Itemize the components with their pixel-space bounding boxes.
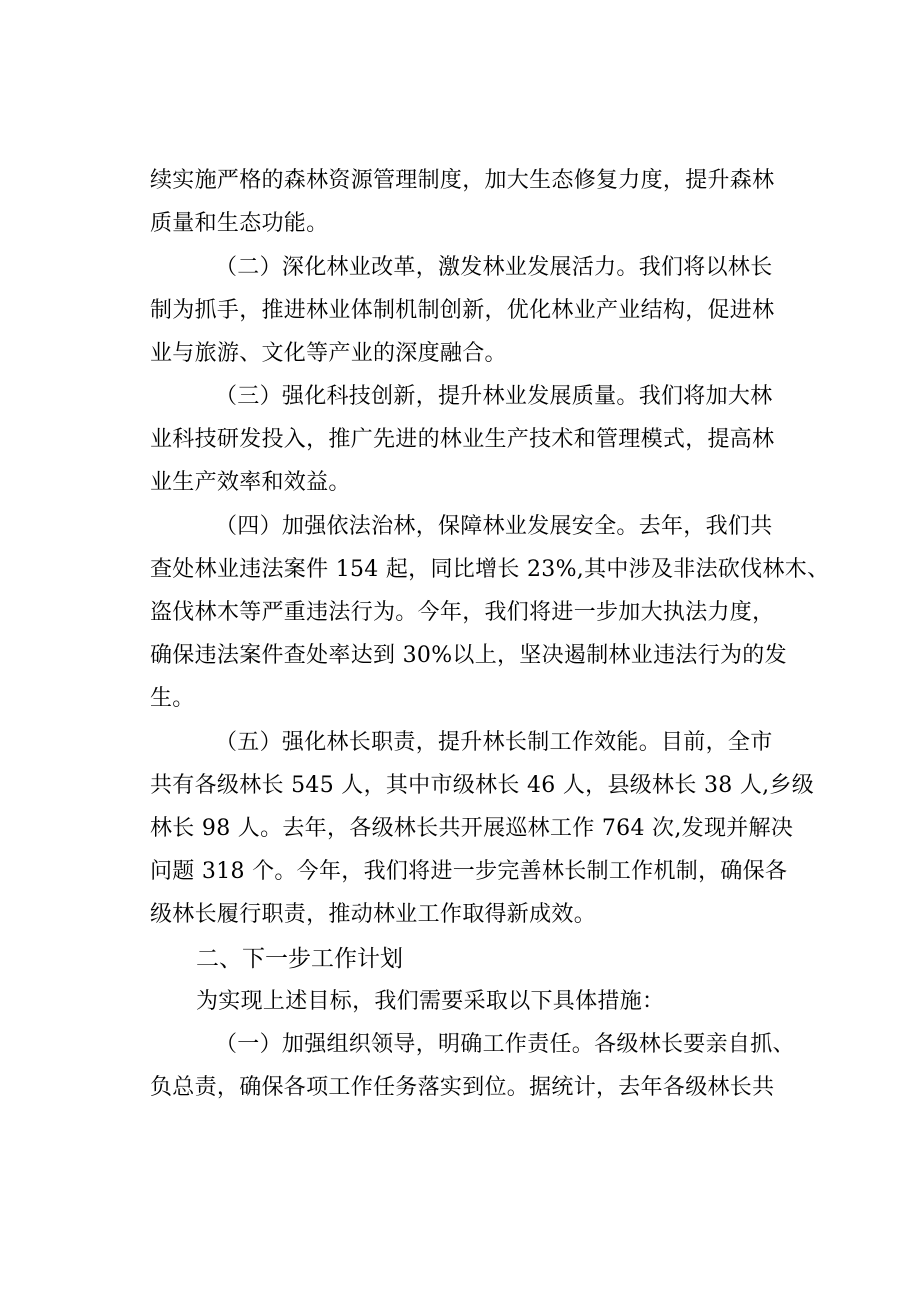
text-line: 业生产效率和效益。	[150, 470, 351, 495]
paragraph-start: （四）加强依法治林，保障林业发展安全。去年，我们共	[215, 514, 773, 539]
paragraph-start: （五）强化林长职责，提升林长制工作效能。目前，全市	[215, 730, 773, 755]
paragraph-start: （二）深化林业改革，激发林业发展活力。我们将以林长	[215, 255, 773, 280]
text-line: 业科技研发投入，推广先进的林业生产技术和管理模式，提高林	[150, 427, 775, 452]
text-line: 共有各级林长 545 人，其中市级林长 46 人，县级林长 38 人,乡级	[150, 773, 815, 798]
intro-line: 为实现上述目标，我们需要采取以下具体措施：	[196, 989, 665, 1014]
text-line: 确保违法案件查处率达到 30%以上，坚决遏制林业违法行为的发	[150, 643, 787, 668]
text-line: 制为抓手，推进林业体制机制创新，优化林业产业结构，促进林	[150, 298, 775, 323]
paragraph-start: （一）加强组织领导，明确工作责任。各级林长要亲自抓、	[215, 1032, 795, 1057]
text-line: 续实施严格的森林资源管理制度，加大生态修复力度，提升森林	[150, 168, 775, 193]
text-line: 质量和生态功能。	[150, 211, 329, 236]
paragraph-start: （三）强化科技创新，提升林业发展质量。我们将加大林	[215, 384, 773, 409]
section-heading: 二、下一步工作计划	[196, 946, 403, 972]
text-line: 负总责，确保各项工作任务落实到位。据统计，去年各级林长共	[150, 1075, 775, 1100]
text-line: 林长 98 人。去年，各级林长共开展巡林工作 764 次,发现并解决	[150, 816, 794, 841]
text-line: 业与旅游、文化等产业的深度融合。	[150, 341, 507, 366]
text-line: 盗伐林木等严重违法行为。今年，我们将进一步加大执法力度，	[150, 600, 775, 625]
text-line: 查处林业违法案件 154 起，同比增长 23%,其中涉及非法砍伐林木、	[150, 557, 830, 582]
text-line: 生。	[150, 686, 195, 711]
text-line: 问题 318 个。今年，我们将进一步完善林长制工作机制，确保各	[150, 859, 788, 884]
text-line: 级林长履行职责，推动林业工作取得新成效。	[150, 902, 597, 927]
